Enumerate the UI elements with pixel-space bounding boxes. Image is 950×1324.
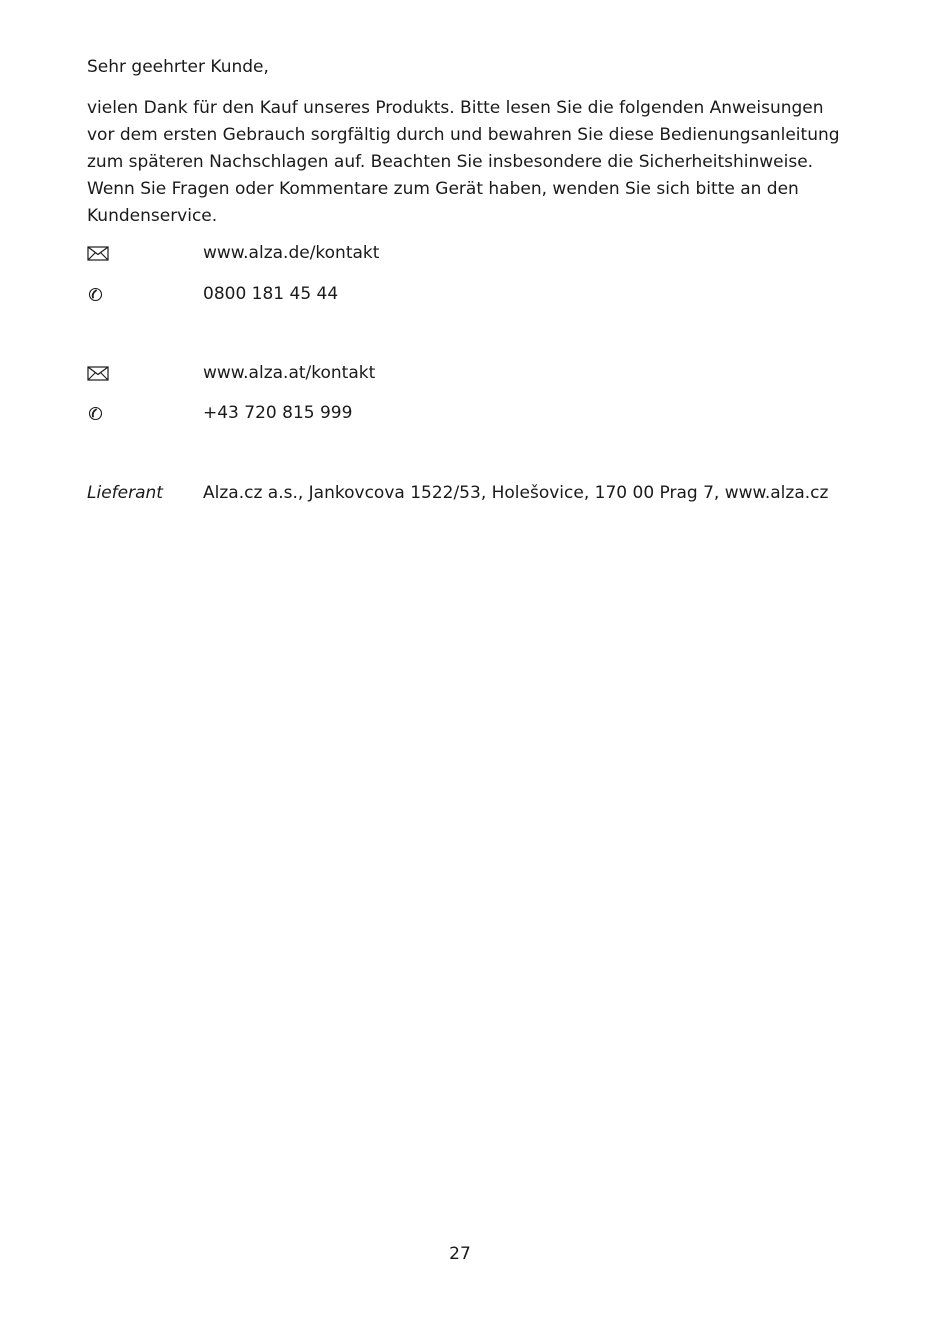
intro-paragraph: vielen Dank für den Kauf unseres Produkts. Bitte lesen Sie die folgenden Anweisungen vor dem ersten Gebrauch sorgfältig durch und bewahren Sie diese Bedienungsanleitung zum späteren Nachschlagen auf. Beachten Sie insbesondere die Sicherheitshinweise. Wenn Sie Fragen oder Kommentare zum Gerät haben, wenden Sie sich bitte an den Kundenservice. — [87, 98, 840, 226]
contact-web-de[interactable]: www.alza.de/kontakt — [203, 243, 380, 263]
contact-row-de-web — [87, 241, 867, 265]
salutation: Sehr geehrter Kunde, — [87, 57, 269, 77]
contact-row-at-web — [87, 361, 867, 385]
phone-icon — [87, 282, 111, 306]
contact-phone-de[interactable]: 0800 181 45 44 — [203, 284, 339, 304]
contact-row-de-phone — [87, 282, 867, 306]
contact-web-at[interactable]: www.alza.at/kontakt — [203, 363, 376, 383]
supplier-row — [87, 481, 867, 505]
envelope-icon — [87, 361, 111, 385]
contact-row-at-phone — [87, 401, 867, 425]
phone-icon — [87, 401, 111, 425]
contact-phone-at[interactable]: +43 720 815 999 — [203, 403, 353, 423]
supplier-label: Lieferant — [87, 483, 163, 503]
page-number: 27 — [449, 1244, 471, 1264]
supplier-address: Alza.cz a.s., Jankovcova 1522/53, Holešovice, 170 00 Prag 7, www.alza.cz — [203, 483, 829, 503]
envelope-icon — [87, 241, 111, 265]
